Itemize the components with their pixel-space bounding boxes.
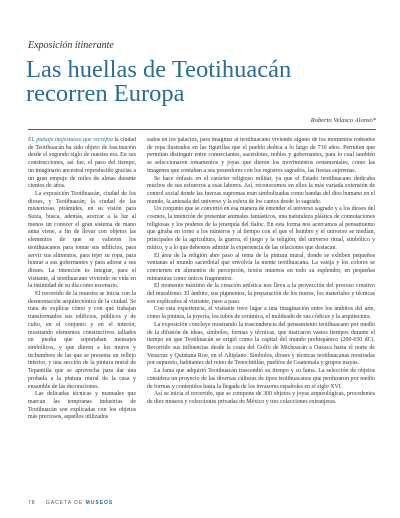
publication-name: MUSEOS — [85, 500, 114, 506]
title-line-2: recorren Europa — [26, 80, 185, 107]
body-paragraph: Las delicadas técnicas y manuales que marcan las tempranas industrias de Teotihuacán son explicadas con los objetos más preciosos, aquellos utilizados — [28, 391, 136, 421]
section-kicker: Exposición itinerante — [28, 40, 114, 51]
page-number: 78 — [28, 500, 36, 506]
title-divider — [28, 129, 376, 130]
body-paragraph: El área de la religión abre paso al tema de la pintura mural, donde se exhiben pequeños ventanas al mundo sacerdotal que envolvía la mente teotihuacana. La vasija y los colores se convierten en alimentos de percepción, textos muertos en todo su esplendor, en pequeñas miniaturas como únicos fragmentos. — [147, 252, 375, 282]
body-paragraph: EL paisaje majestuoso que recrefoa la ciudad de Teotihuacán ha sido objeto de fascinación desde el segundo siglo de nuestra era. En sus construcciones, así fue, el paso del tiempo, un imaginario ancestral reproducido gracias a un gran empuje de miles de almas durante cientos de años. — [28, 137, 136, 190]
body-column-right — [147, 137, 375, 491]
article-title — [26, 58, 376, 106]
body-paragraph: Se hace énfasis en el carácter religioso militar, ya que el Estado teotihuacano dedicaba muchos de sus esfuerzos a esas labores. Así, reconocemos en ellos la más variada extensión de control social donde las fuerzas supremas eran simbolizadas como bandas del dios humano en el mundo, la antesala del universo y la esfera de los cantos desde lo sagrado. — [147, 175, 375, 205]
body-paragraph: El momento máximo de la creación artística nos lleva a la proyección del proceso creativo del muralismo. El ámbito, sus pigmentos, la preparación de los muros, los materiales y técnicas son explicados al visitante, paso a paso. — [147, 283, 375, 305]
body-paragraph: La fama que adquirió Teotihuacán trascendió su tiempo y su fama. La selección de objetos considera un proyecto de las diversas culturas de tipos teotihuacanos que perduraron por medio de formas y contenidos hasta la llegada de los invasores españoles en el siglo XVI. — [147, 368, 375, 390]
body-paragraph: Así se inicia el recorrido, que se compone de 300 objetos y joyas arqueológicas, procedentes de diez museos y colecciones privadas de México y tres colecciones extranjeras. — [147, 391, 375, 405]
body-paragraph: sados en los palacios, para imaginar al teotihuacano viviendo alguno de los momentos rodeados de ropa ilustrados en las figurillas que el pueblo dedica a lo largo de 710 años. Permiten que permitan distinguir entre comerciantes, sacerdotes, nobles y gobernantes, para lo cual también se seleccionaron ornamentos y joyas que dieron los movimientos ornamentales, como las imágenes que contaban a sus poseedores con los registros sagrados, las fiestas supremas. — [147, 137, 375, 174]
body-paragraph: Con esta experiencia, el visitante tuvo lugar a una imaginación entre los ámbitos del arte, como la pintura, la joyería, los tubos de cerámica, el moldeado de sus códices y la arquitectura. — [147, 306, 375, 321]
body-paragraph: La exposición Teotihuacán, ciudad de los dioses, y Teotihuacán, la ciudad de las misteriosas pirámides, en su visión para Suiza, busca, además, acercar a la luz al menos un conocer el gran sistema de mano anna viene, a fin de llevar con objetos las elementos de que se valieron los teotihuacanos para tomar sus edificios, para servir sus alimentos, para tejer su ropa, para honrar a sus gobernantes y para adorar a sus dioses. La intención es integrar, para el visitante, al teotihuacano viviendo su vida en la intimidad de su día como escenario. — [28, 190, 136, 290]
title-line-1: Las huellas de Teotihuacán — [26, 56, 292, 83]
page-footer — [28, 500, 113, 506]
author-byline: Roberto Velasco Alonso* — [310, 117, 376, 124]
lead-in: EL paisaje majestuoso que recrefoa — [28, 137, 113, 143]
body-paragraph: El recorrido de la muestra se inicia con la desmontación arquitectónica de la ciudad. Se trata de explicar cómo y con qué trabajan transformados sus edificios, públicos y de culto, en el conjunto y en el interior, mostrando elementos constructivos tallados en piedra que soportaban mensajes simbólicos, y que dieron a los muros y techumbres de las que se presenta un reflejo interior, y una sección de la pintura mural de Tepantitla que se aprovecha para dar una probada a la pintura mural de la casa y ensamble de las decoraciones. — [28, 291, 136, 390]
publication-prefix: GACETA DE — [45, 500, 86, 506]
body-column-left — [28, 137, 136, 491]
body-paragraph: La exposición concluye mostrando la trascendencia del pensamiento teotihuacano por medio de la difusión de ideas, símbolos, formas y técnicas, que marcaron vastos tiempos durante el tiempo en que Teotihuacán se erigió como la capital del mundo prehispánico (200-650 dC). Recorrido sus influencias desde la costa del Golfo de Michoacán a Oaxaca hasta el norte de Veracruz y Quintana Roo, en el Altiplano. Símbolos, dioses y técnicas teotihuacanas mostradas por supuesto, habitantes del reino de Tenochtitlán, pueblos de Guatemala y grupos mayas. — [147, 321, 375, 367]
body-paragraph: Un conjunto que se convirtió en esa manera de entender el universo sagrado y a los dioses del cosmos, la intención de presentar animales fantásticos, una naturaleza plástica de connotaciones religiosas y los poderes de la jerarquía del tlaloc. En esta forma nos acercamos al pensamiento que giraba en torno a los números y al tiempo con el que el hombre y el universo se medían, principales de la agricultura, la guerra, el juego y la religión, del universo ritual, simbólico y mítico, y a lo que debemos admitir la experiencia de las relaciones que destacan. — [147, 206, 375, 251]
